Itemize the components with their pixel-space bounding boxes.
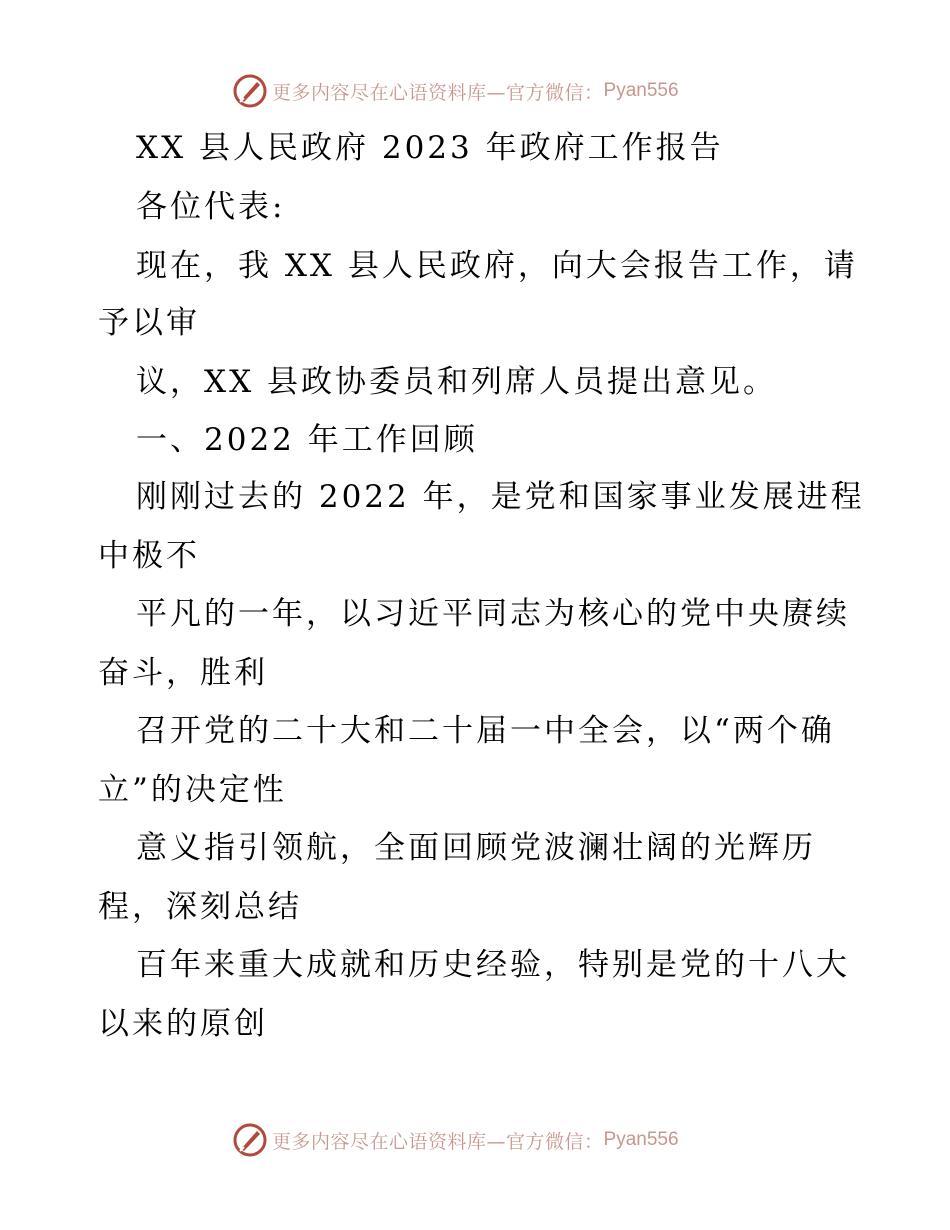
quill-logo-icon <box>232 1122 268 1158</box>
text-line: 中极不 <box>98 538 200 574</box>
text-line: 现在，我 XX 县人民政府，向大会报告工作，请 <box>136 248 858 284</box>
salutation: 各位代表: <box>136 189 286 225</box>
wechat-id: Pyan556 <box>603 1129 679 1150</box>
text-line: 奋斗，胜利 <box>98 655 268 691</box>
footer-watermark <box>232 1120 679 1160</box>
watermark-text: 更多内容尽在心语资料库—官方微信： <box>272 1130 604 1153</box>
text-line: 刚刚过去的 2022 年，是党和国家事业发展进程 <box>136 479 865 515</box>
text-line: 议，XX 县政协委员和列席人员提出意见。 <box>136 364 777 400</box>
quill-logo-icon <box>232 73 268 109</box>
text-line: 召开党的二十大和二十届一中全会，以“两个确 <box>136 713 835 749</box>
text-line: 平凡的一年，以习近平同志为核心的党中央赓续 <box>136 596 850 632</box>
header-watermark <box>232 71 679 111</box>
wechat-id: Pyan556 <box>603 80 679 101</box>
text-line: 予以审 <box>98 305 200 341</box>
watermark-text: 更多内容尽在心语资料库—官方微信： <box>272 81 604 104</box>
text-line: 百年来重大成就和历史经验，特别是党的十八大 <box>136 947 850 983</box>
text-line: 程，深刻总结 <box>98 889 302 925</box>
section-heading: 一、2022 年工作回顾 <box>136 422 478 458</box>
text-line: 立”的决定性 <box>98 772 287 808</box>
document-title: XX 县人民政府 2023 年政府工作报告 <box>136 130 724 166</box>
text-line: 意义指引领航，全面回顾党波澜壮阔的光辉历 <box>136 830 816 866</box>
text-line: 以来的原创 <box>98 1006 268 1042</box>
